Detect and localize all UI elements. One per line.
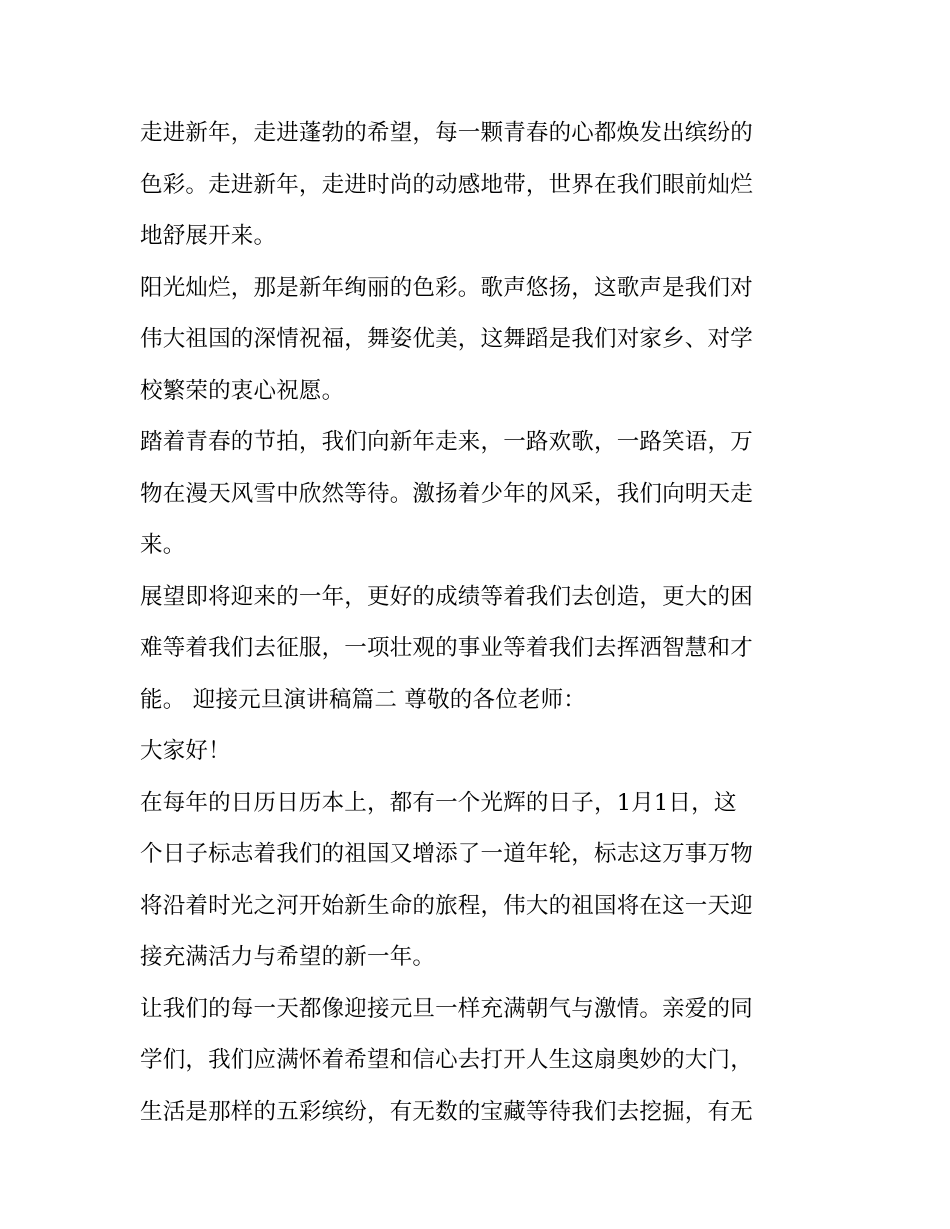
text-line: 大家好！ bbox=[140, 738, 231, 764]
document-body bbox=[140, 108, 815, 1138]
text-line: 走进新年，走进蓬勃的希望，每一颗青春的心都焕发出缤纷的 bbox=[140, 120, 753, 146]
text-line: 地舒展开来。 bbox=[140, 223, 277, 249]
text-line: 伟大祖国的深情祝福，舞姿优美，这舞蹈是我们对家乡、对学 bbox=[140, 326, 753, 352]
text-line: 物在漫天风雪中欣然等待。激扬着少年的风采，我们向明天走 bbox=[140, 480, 753, 507]
text-line: 校繁荣的衷心祝愿。 bbox=[140, 377, 345, 404]
text-line: 阳光灿烂，那是新年绚丽的色彩。歌声悠扬，这歌声是我们对 bbox=[140, 274, 753, 301]
text-line: 接充满活力与希望的新一年。 bbox=[140, 944, 436, 970]
text-line: 能。 迎接元旦演讲稿篇二 尊敬的各位老师： bbox=[140, 686, 587, 713]
text-line: 难等着我们去征服，一项壮观的事业等着我们去挥洒智慧和才 bbox=[140, 635, 753, 661]
text-line: 色彩。走进新年，走进时尚的动感地带，世界在我们眼前灿烂 bbox=[140, 171, 753, 198]
text-line: 在每年的日历日历本上，都有一个光辉的日子，1月1日，这 bbox=[140, 789, 737, 816]
text-line: 将沿着时光之河开始新生命的旅程，伟大的祖国将在这一天迎 bbox=[140, 892, 753, 919]
text-line: 让我们的每一天都像迎接元旦一样充满朝气与激情。亲爱的同 bbox=[140, 995, 753, 1022]
text-line: 踏着青春的节拍，我们向新年走来，一路欢歌，一路笑语，万 bbox=[140, 429, 753, 455]
text-line: 个日子标志着我们的祖国又增添了一道年轮，标志这万事万物 bbox=[140, 841, 753, 867]
text-line: 生活是那样的五彩缤纷，有无数的宝藏等待我们去挖掘，有无 bbox=[140, 1098, 753, 1125]
text-line: 来。 bbox=[140, 532, 186, 558]
text-line: 展望即将迎来的一年，更好的成绩等着我们去创造，更大的困 bbox=[140, 583, 753, 610]
text-line: 学们，我们应满怀着希望和信心去打开人生这扇奥妙的大门， bbox=[140, 1047, 753, 1073]
